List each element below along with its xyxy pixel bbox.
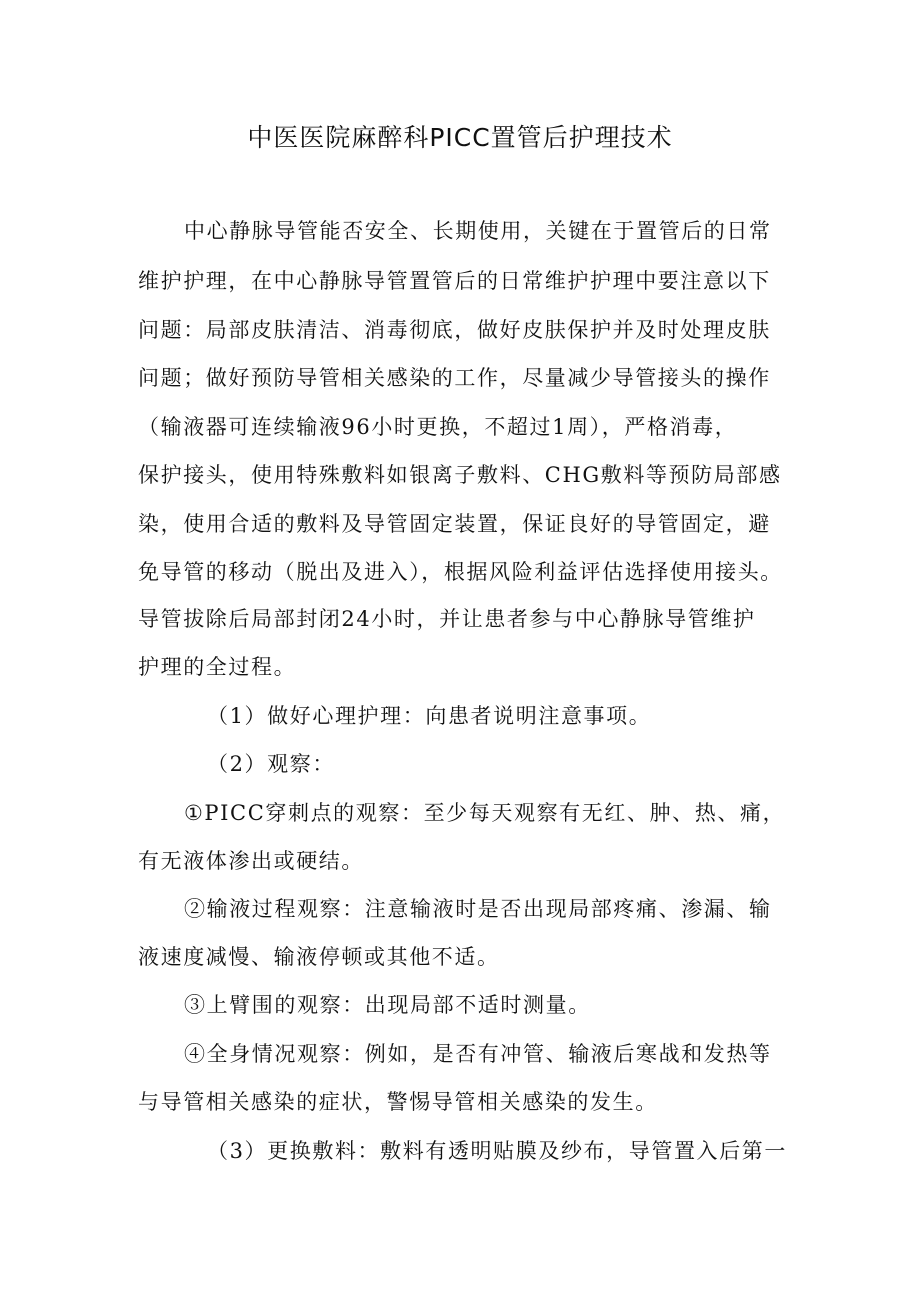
paragraph-line: 问题：局部皮肤清洁、消毒彻底，做好皮肤保护并及时处理皮肤: [138, 318, 771, 342]
paragraph-line: （输液器可连续输液96小时更换，不超过1周），严格消毒，: [138, 415, 738, 439]
paragraph-line: 问题；做好预防导管相关感染的工作，尽量减少导管接头的操作: [138, 366, 771, 390]
observation-item-1: ①PICC穿刺点的观察：至少每天观察有无红、肿、热、痛，: [184, 801, 786, 825]
list-item-2: （2）观察：: [207, 752, 335, 776]
paragraph-line: 护理的全过程。: [138, 655, 297, 679]
paragraph-line: 维护护理，在中心静脉导管置管后的日常维护护理中要注意以下: [138, 269, 771, 293]
observation-item-2: ②输液过程观察：注意输液时是否出现局部疼痛、渗漏、输: [184, 897, 772, 921]
observation-item-4: ④全身情况观察：例如，是否有冲管、输液后寒战和发热等: [184, 1042, 772, 1066]
list-item-1: （1）做好心理护理：向患者说明注意事项。: [207, 704, 652, 728]
paragraph-line: 与导管相关感染的症状，警惕导管相关感染的发生。: [138, 1090, 658, 1114]
paragraph-line: 中心静脉导管能否安全、长期使用，关键在于置管后的日常: [184, 219, 772, 243]
paragraph-line: 有无液体渗出或硬结。: [138, 849, 364, 873]
document-title: 中医医院麻醉科PICC置管后护理技术: [247, 123, 673, 152]
paragraph-line: 导管拔除后局部封闭24小时，并让患者参与中心静脉导管维护: [138, 607, 756, 631]
paragraph-line: 免导管的移动（脱出及进入），根据风险利益评估选择使用接头。: [138, 560, 783, 584]
list-item-3: （3）更换敷料：敷料有透明贴膜及纱布，导管置入后第一: [207, 1139, 787, 1163]
paragraph-line: 保护接头，使用特殊敷料如银离子敷料、CHG敷料等预防局部感: [138, 463, 782, 487]
paragraph-line: 液速度减慢、输液停顿或其他不适。: [138, 945, 500, 969]
observation-item-3: ③上臂围的观察：出现局部不适时测量。: [184, 993, 591, 1017]
paragraph-line: 染，使用合适的敷料及导管固定装置，保证良好的导管固定，避: [138, 512, 771, 536]
